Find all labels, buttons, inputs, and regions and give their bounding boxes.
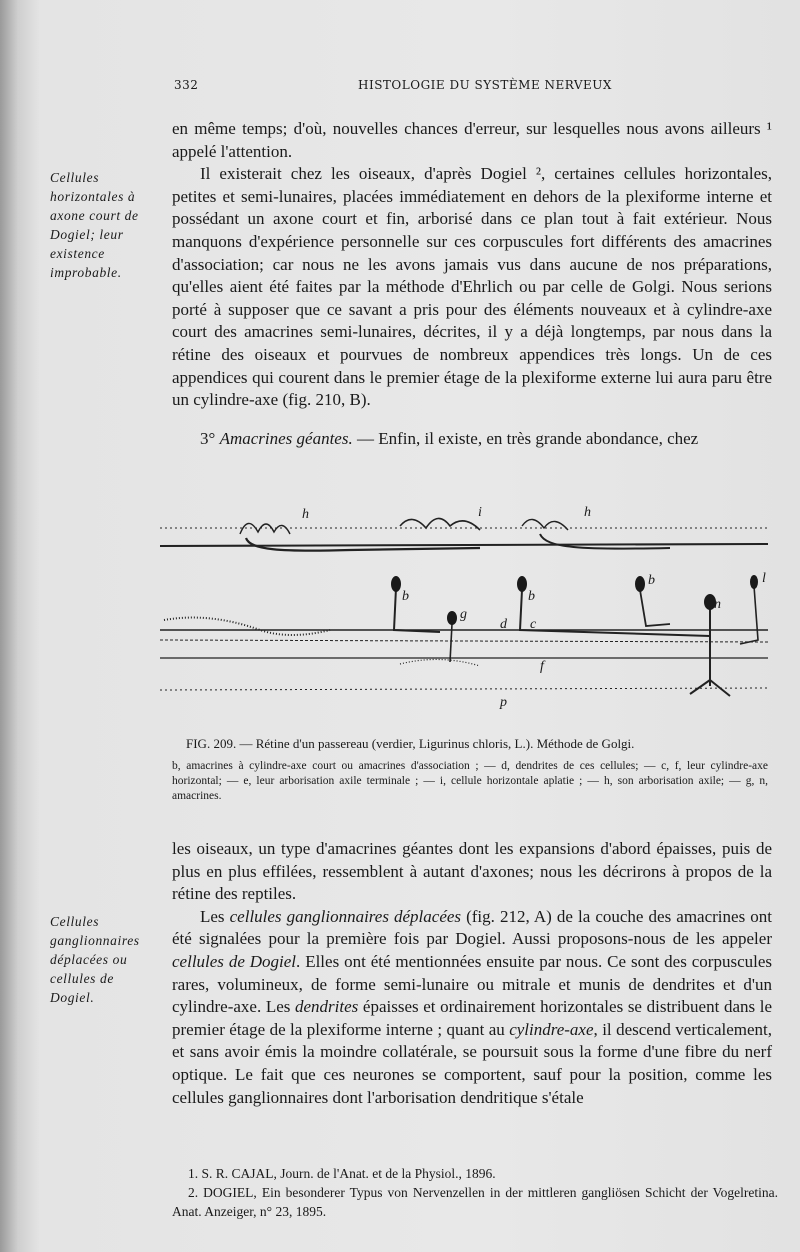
section-number: 3° <box>200 428 220 448</box>
margin-note-dogiel-cells: Cellules ganglionnaires déplacées ou cellules de Dogiel. <box>50 914 140 1005</box>
fig-label-p: p <box>500 695 507 710</box>
lower-layer <box>160 586 768 696</box>
caption-legend: b, amacrines à cylindre-axe court ou amacrines d'association ; — d, dendrites de ces cellules; — c, f, leur cylindre-axe horizontal; — e, leur arborisation axile terminale ; — i, cellule horizontale aplatie ; — h, son arborisation axile; — g, n, amacrines. <box>172 760 768 802</box>
figure-caption <box>172 735 768 804</box>
fig-label-h2: h <box>584 505 591 520</box>
term-axon: cylindre-axe <box>509 1019 594 1039</box>
retina-figure <box>150 490 780 720</box>
footnote-1: 1. S. R. CAJAL, Journ. de l'Anat. et de la Physiol., 1896. <box>188 1166 496 1181</box>
fig-label-b3: b <box>648 573 655 588</box>
footnotes <box>172 1164 778 1221</box>
cell-bodies <box>391 575 758 625</box>
body-text-top <box>172 118 772 450</box>
fig-label-c: c <box>530 617 537 632</box>
paragraph-amacrines-continued: les oiseaux, un type d'amacrines géantes dont les expansions d'abord épaisses, puis de plus en plus effilées, ressemblent à autant d'axones; nous les décrirons à propos de la rétine des reptiles. <box>172 839 772 904</box>
fig-label-n: n <box>714 597 721 612</box>
section-heading: Amacrines géantes. <box>219 428 353 448</box>
fig-label-d: d <box>500 617 507 632</box>
fig-label-f: f <box>540 659 544 674</box>
fig-label-b1: b <box>402 589 409 604</box>
paragraph-dogiel-horizontal: Il existerait chez les oiseaux, d'après Dogiel ², certaines cellules horizontales, petites et semi-lunaires, placées immédiatement en dehors de la plexiforme interne et possédant un axone court et fin, arborisé dans ce plan tout à fait extérieur. Nous manquons d'expérience personnelle sur ces corpuscules fort différents des amacrines d'association; car nous ne les avons jamais vus dans aucune de nos préparations, qu'elles aient été faites par la méthode d'Ehrlich ou par celle de Golgi. Nous serions porté à supposer que ce savant a pris pour des éléments nouveaux et à cylindre-axe court des amacrines semi-lunaires, décrites, il y a déjà longtemps, par nous dans la rétine des oiseaux et pourvues de nombreux appendices très longs. Un de ces appendices qui courent dans le premier étage de la plexiforme externe lui aura paru être un cylindre-axe (fig. 210, B). <box>172 164 772 410</box>
footnote-2: 2. DOGIEL, Ein besonderer Typus von Nervenzellen in der mittleren gangliösen Schicht der Vogelretina. Anat. Anzeiger, n° 23, 1895. <box>172 1185 778 1219</box>
paragraph-amacrines-geantes <box>172 428 772 451</box>
caption-title: FIG. 209. — Rétine d'un passereau (verdier, Ligurinus chloris, L.). Méthode de Golgi. <box>186 736 635 751</box>
margin-note-horizontal-cells: Cellules horizontales à axone court de Dogiel; leur existence improbable. <box>50 170 139 280</box>
running-title: HISTOLOGIE DU SYSTÈME NERVEUX <box>358 78 612 92</box>
fig-label-i: i <box>478 505 482 520</box>
fig-label-b2: b <box>528 589 535 604</box>
fig-label-h1: h <box>302 507 309 522</box>
term-dendrites: dendrites <box>295 997 359 1017</box>
page-number: 332 <box>174 78 199 92</box>
term-displaced-ganglion: cellules ganglionnaires déplacées <box>229 906 462 926</box>
body-text-bottom <box>172 838 772 1109</box>
paragraph-continuation: en même temps; d'où, nouvelles chances d'erreur, sur lesquelles nous avons ailleurs ¹ appelé l'attention. <box>172 119 772 161</box>
paragraph-ganglion-displaced: Les cellules ganglionnaires déplacées (fig. 212, A) de la couche des amacrines ont été signalées pour la première fois par Dogiel. Aussi proposons-nous de les appeler cellules de Dogiel. Elles ont été mentionnées ensuite par nous. Ce sont des corpuscules rares, volumineux, de forme semi-lunaire ou mitrale et munis de dendrites et d'un cylindre-axe. Les dendrites épaisses et ordinairement horizontales se distribuent dans le premier étage de la plexiforme interne ; quant au cylindre-axe, il descend verticalement, et sans avoir émis la moindre collatérale, se poursuit sous la forme d'une fibre du nerf optique. Le fait que ces neurones se comportent, sauf pour la position, comme les cellules ganglionnaires dont l'arborisation dendritique s'étale <box>172 906 772 1107</box>
page-header <box>174 78 774 98</box>
upper-layer <box>160 518 768 550</box>
term-dogiel-cells: cellules de Dogiel <box>172 951 297 971</box>
fig-label-g: g <box>460 607 467 622</box>
section-lead-text: — Enfin, il existe, en très grande abondance, chez <box>352 428 699 448</box>
fig-label-l: l <box>762 571 766 586</box>
